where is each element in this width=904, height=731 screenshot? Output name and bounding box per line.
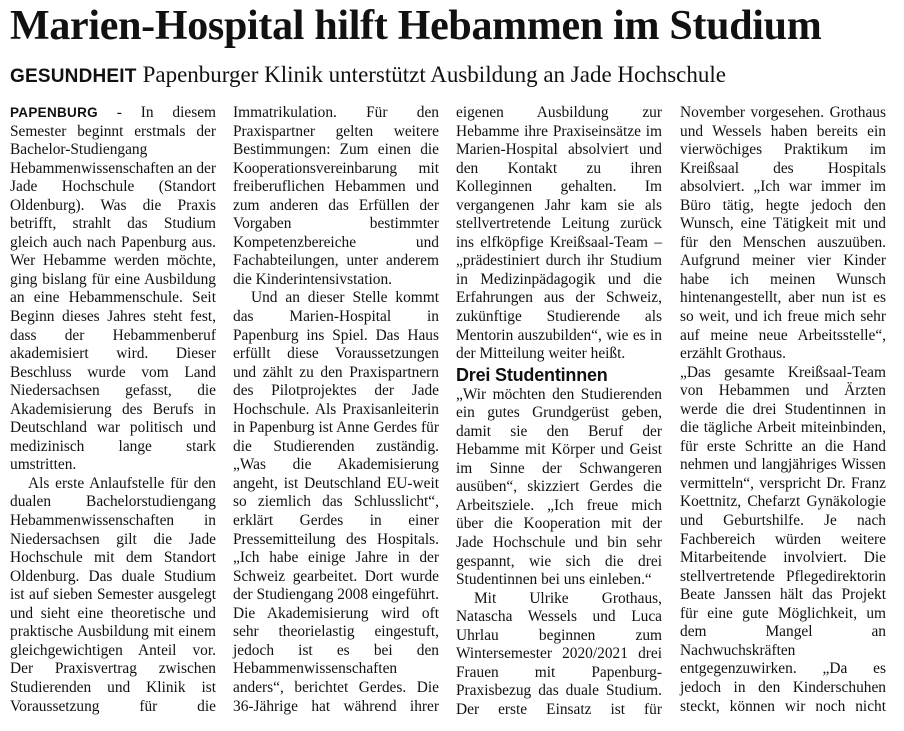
article-column-4 — [680, 104, 886, 716]
article-headline: Marien-Hospital hilft Hebammen im Studium — [10, 3, 822, 49]
article-column-3 — [456, 104, 662, 720]
article-paragraph: Mit Ulrike Grothaus, Natascha Wessels und Luca Uhrlau beginnen zum Wintersemester 2020/2021 drei Frauen mit Papenburg-Praxisbezug das duale Studium. Der erste Einsatz ist für — [456, 589, 662, 718]
article-column-2 — [233, 104, 439, 716]
article-paragraph: „Das gesamte Kreißsaal-Team von Hebammen und Ärzten werde die drei Studentinnen in die tägliche Arbeit miteinbinden, für erste Schritte an die Hand nehmen und langjähriges Wissen vermitteln“, verspricht Dr. Franz Koettnitz, Chefarzt Gynäkologie und Geburtshilfe. Je nach Fachbereich würden weitere Mitarbeitende involviert. Die stellvertretende Pflegedirektorin Beate Janssen hält das Projekt für eine gute Möglichkeit, um dem Mangel an Nachwuchskräften entgegenzuwirken. „Da es jedoch in den Kinderschuhen steckt, können wir noch nicht — [680, 363, 886, 715]
article-paragraph: „Wir möchten den Studierenden ein gutes Grundgerüst geben, damit sie den Beruf der Hebamme mit Körper und Geist im Sinne der Schwangeren ausüben“, skizziert Gerdes die Arbeitsziele. „Ich freue mich über die Kooperation mit der Jade Hochschule und bin sehr gespannt, wie sich die drei Studentinnen bei uns einleben.“ — [456, 385, 662, 589]
article-subhead: Drei Studentinnen — [456, 364, 608, 385]
article-paragraph: Und an dieser Stelle kommt das Marien-Hospital in Papenburg ins Spiel. Das Haus erfüllt diese Voraussetzungen und zählt zu den Praxispartnern des Pilotprojektes der Jade Hochschule. Als Praxisanleiterin in Papenburg ist Anne Gerdes für die Studierenden zuständig. „Was die Akademisierung angeht, ist Deutschland EU-weit so ziemlich das Schlusslicht“, erklärt Gerdes in einer Pressemitteilung des Hospitals. „Ich habe einige Jahre in der Schweiz gearbeitet. Dort wurde der Studiengang 2008 eingeführt. Die Akademisierung wird oft sehr theorielastig eingestuft, jedoch ist es bei den Hebammenwissenschaften anders“, berichtet Gerdes. Die 36-Jährige hat während ihrer — [233, 289, 440, 715]
article-paragraph: November vorgesehen. Grothaus und Wessels haben bereits ein vierwöchiges Praktikum im Kreißsaal des Hospitals absolviert. „Ich war immer im Büro tätig, hegte jedoch den Wunsch, eine Tätigkeit mit und für den Menschen auszuüben. Aufgrund meiner vier Kinder habe ich meinen Wunsch hintenangestellt, aber nun ist es so weit, und ich freue mich sehr auf meine neue Arbeitsstelle“, erzählt Grothaus. — [680, 104, 886, 363]
article-paragraph: eigenen Ausbildung zur Hebamme ihre Praxiseinsätze im Marien-Hospital absolviert und den Kontakt zu ihren Kolleginnen gehalten. Im vergangenen Jahr kam sie als stellvertretende Leitung zurück ins elfköpfige Kreißsaal-Team – „prädestiniert durch ihr Studium in Medizinpädagogik und die Erfahrungen aus der Schweiz, zukünftige Studierende als Mentorin auszubilden“, wie es in der Mitteilung weiter heißt. — [456, 104, 662, 363]
dateline-separator: - — [97, 104, 141, 121]
article-subheadline-row — [10, 60, 900, 93]
section-kicker: GESUNDHEIT — [10, 66, 137, 87]
article-column-1 — [10, 104, 216, 716]
paragraph-text: In diesem Semester beginnt erstmals der Bachelor-Studiengang Hebammenwissenschaften an der Jade Hochschule (Standort Oldenburg). Was die Praxis betrifft, strahlt das Studium gleich auch nach Papenburg aus. Wer Hebamme werden möchte, ging bislang für eine Ausbildung an eine Hebammenschule. Seit Beginn dieses Jahres steht fest, dass der Hebammenberuf akademisiert wird. Dieser Beschluss wurde vom Land Niedersachsen gefasst, die Akademisierung des Berufs in Deutschland war politisch und medizinisch lange stark umstritten. — [10, 104, 216, 474]
article-subheadline: Papenburger Klinik unterstützt Ausbildung an Jade Hochschule — [142, 62, 726, 87]
dateline: PAPENBURG — [10, 105, 98, 120]
article-paragraph: Immatrikulation. Für den Praxispartner gelten weitere Bestimmungen: Zum einen die Kooperationsvereinbarung mit freiberuflichen Hebammen und zum anderen das Erfüllen der Vorgaben bestimmter Kompetenzbereiche und Fachabteilungen, unter anderem die Kinderintensivstation. — [233, 104, 439, 288]
article-paragraph: Als erste Anlaufstelle für den dualen Bachelorstudiengang Hebammenwissenschaften in Niedersachsen gilt die Jade Hochschule mit dem Standort Oldenburg. Das duale Studium ist auf sieben Semester ausgelegt und sieht eine theoretische und praktische Ausbildung mit einem gleichgewichtigen Anteil vor. Der Praxisvertrag zwischen Studierenden und Klinik ist Voraussetzung für die — [10, 474, 216, 715]
article-paragraph — [10, 104, 216, 475]
